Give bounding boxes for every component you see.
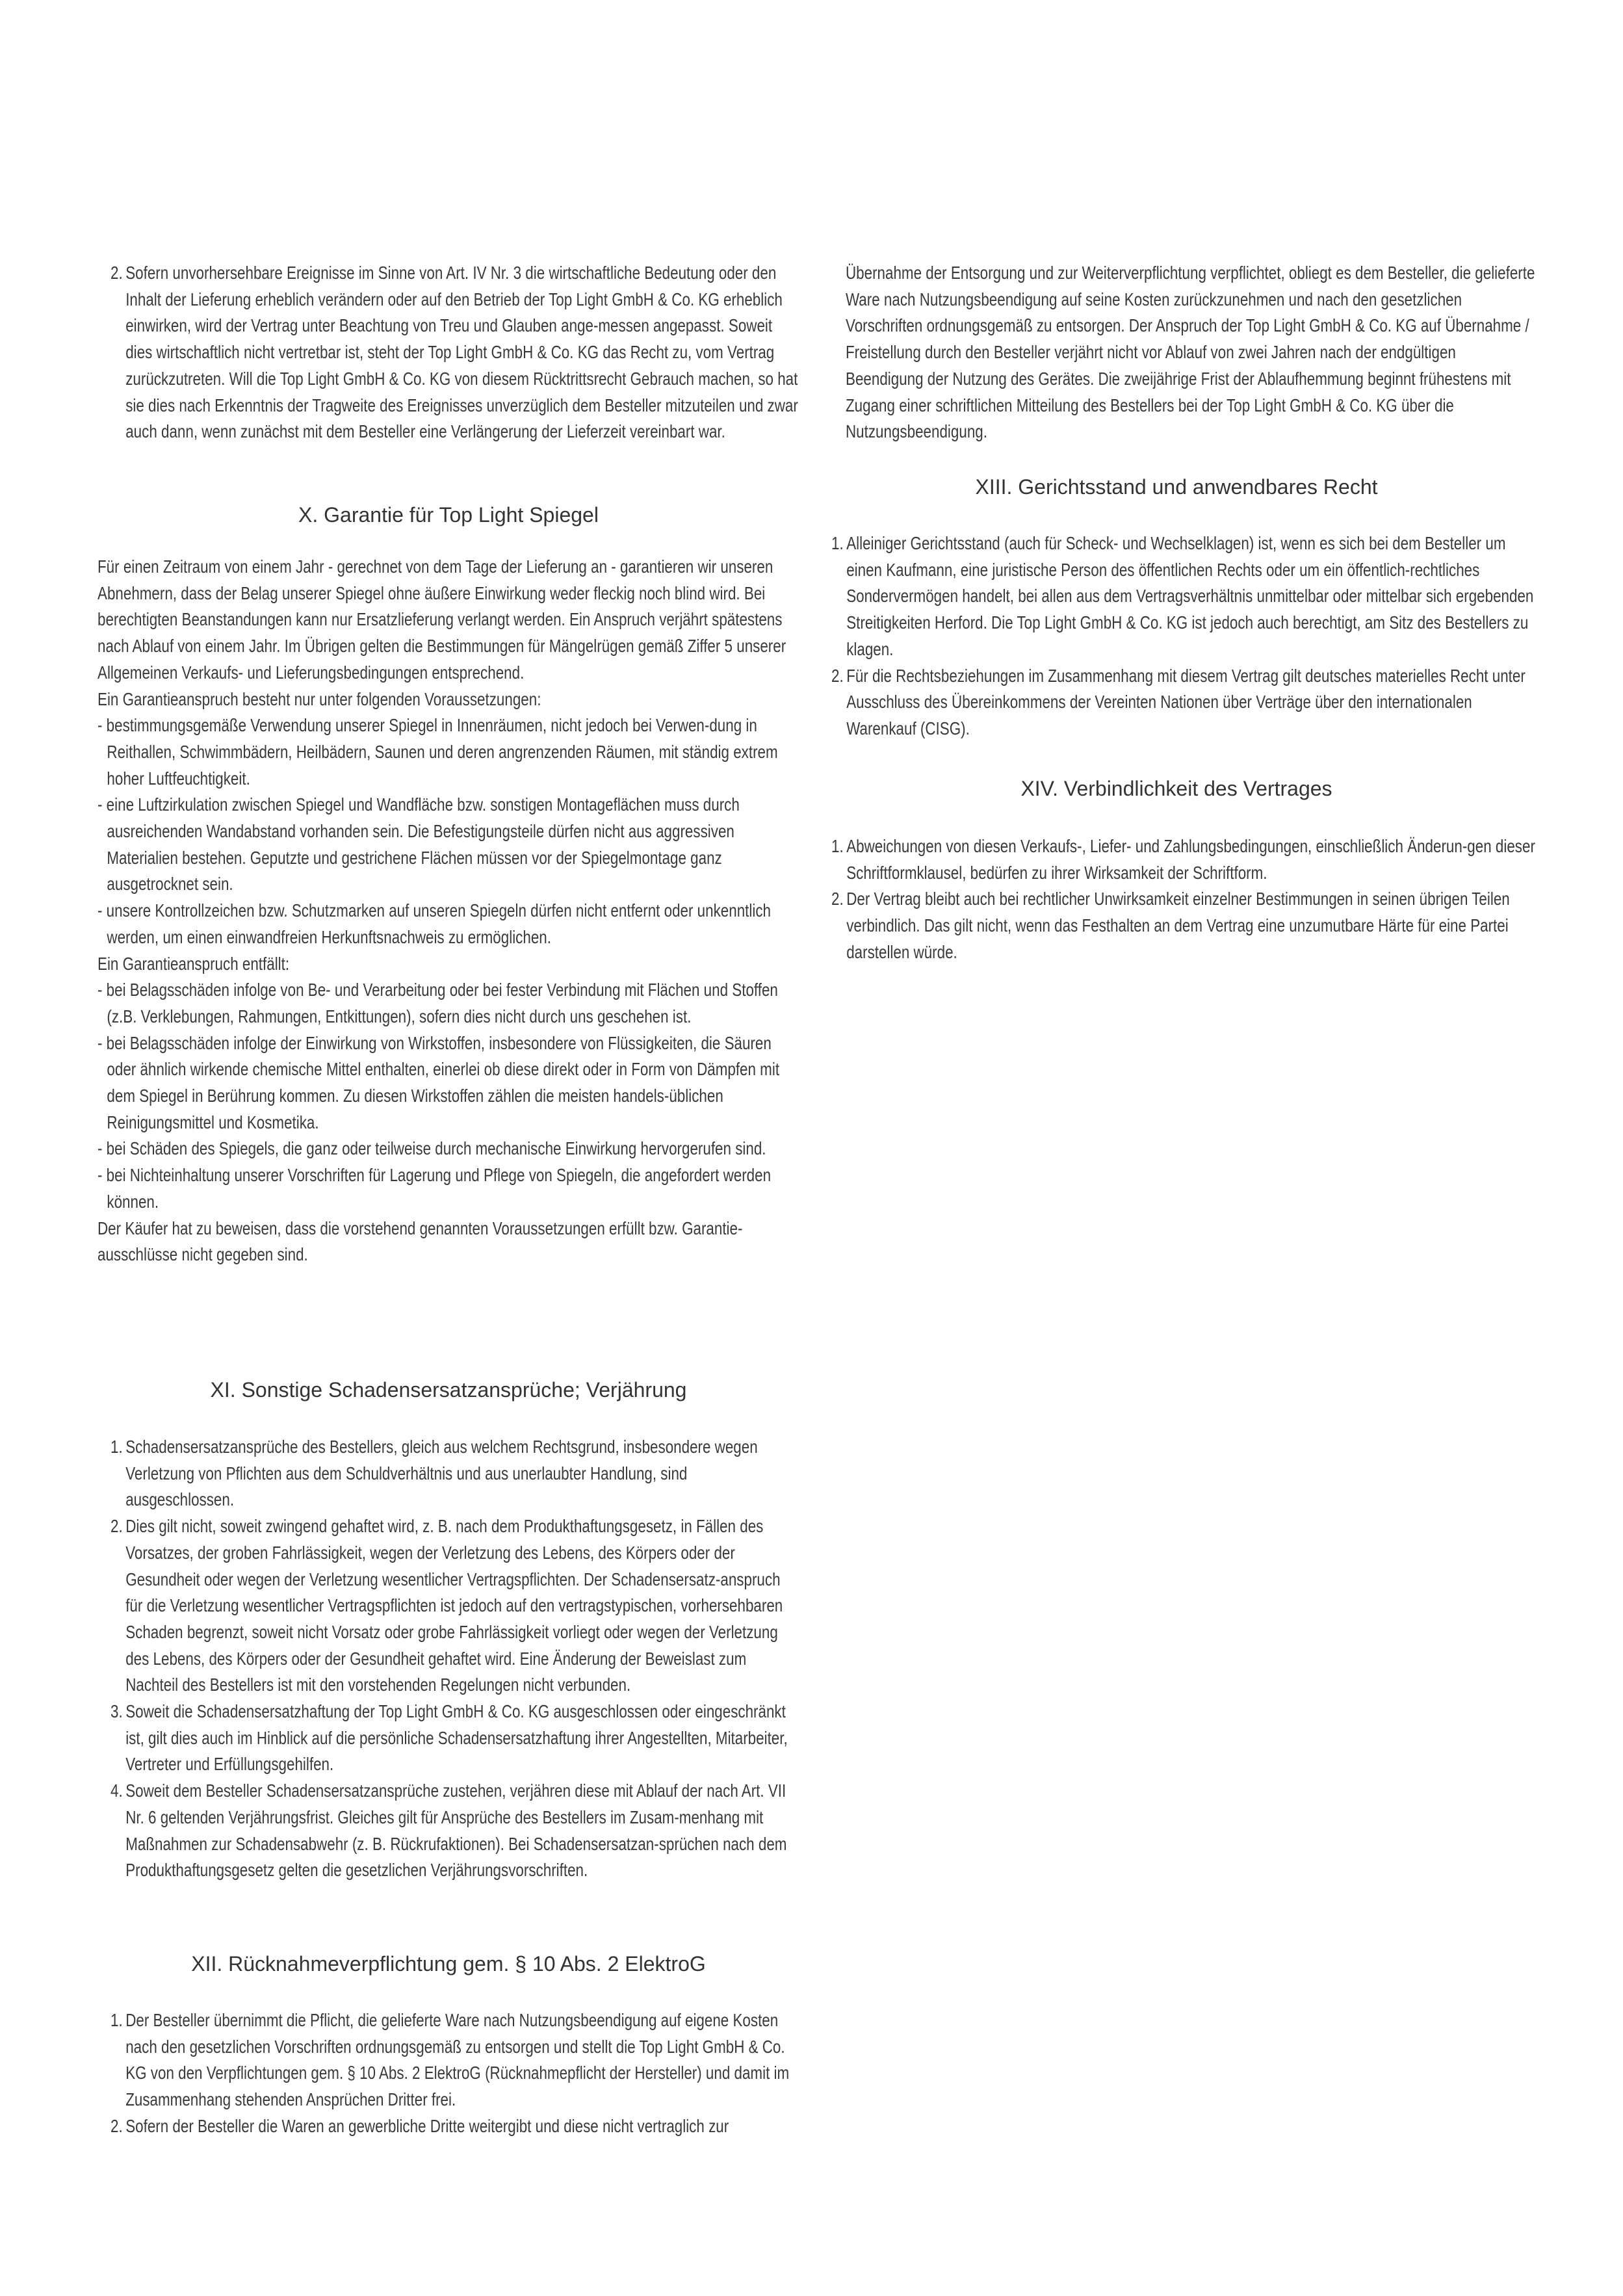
numbered-list — [831, 833, 1536, 966]
list-number: 2. — [110, 263, 123, 283]
list-item — [110, 1699, 799, 1778]
paragraph: Ein Garantieanspruch besteht nur unter folgenden Voraussetzungen: — [97, 688, 541, 709]
list-number: 2. — [110, 2115, 123, 2136]
list-text: Der Vertrag bleibt auch bei rechtlicher Unwirksamkeit einzelner Bestimmungen in seinen übrigen Teilen verbindlich. Das gilt nicht, wenn das Festhalten an dem Vertrag eine unzumutbare Härte für eine Partei darstellen würde. — [846, 889, 1510, 962]
list-item — [831, 530, 1536, 663]
section-heading: XII. Rücknahmeverpflichtung gem. § 10 Abs. 2 ElektroG — [191, 1952, 706, 1976]
section-ix-continuation — [110, 260, 799, 445]
list-text: Der Besteller übernimmt die Pflicht, die gelieferte Ware nach Nutzungsbeendigung auf eigene Kosten nach den gesetzlichen Vorschriften ordnungsgemäß zu entsorgen und stellt die Top Light GmbH & Co. KG von den Verpflichtungen gem. § 10 Abs. 2 ElektroG (Rücknahmepflicht der Hersteller) und damit im Zusammenhang stehenden Ansprüchen Dritter frei. — [125, 2010, 790, 2110]
section-xiii-body — [831, 530, 1536, 742]
numbered-list — [831, 530, 1536, 742]
list-text: Dies gilt nicht, soweit zwingend gehaftet wird, z. B. nach dem Produkthaftungsgesetz, in Fällen des Vorsatzes, der groben Fahrlässigkeit, wegen der Verletzung des Lebens, des Körpers oder der Gesundheit oder wegen der Verletzung wesentlicher Vertragspflichten. Der Schadensersatz-anspruch für die Verletzung wesentlicher Vertragspflichten ist jedoch auf den vertragstypischen, vorhersehbaren Schaden begrenzt, soweit nicht Vorsatz oder grobe Fahrlässigkeit vorliegt oder wegen der Verletzung des Lebens, des Körpers oder der Gesundheit gehaftet wird. Eine Änderung der Beweislast zum Nachteil des Bestellers ist mit den vorstehenden Regelungen nicht verbunden. — [125, 1516, 783, 1695]
bullet-item: - bei Belagsschäden infolge der Einwirkung von Wirkstoffen, insbesondere von Flüssigkeiten, die Säuren oder ähnlich wirkende chemische Mittel enthalten, einerlei ob diese direkt oder in Form von Dämpfen mit dem Spiegel in Berührung kommen. Zu diesen Wirkstoffen zählen die meisten handels-üblichen Reinigungsmittel und Kosmetika. — [97, 1032, 780, 1132]
paragraph: - bei Schäden des Spiegels, die ganz oder teilweise durch mechanische Einwirkung hervorgerufen sind. — [97, 1138, 766, 1159]
section-heading: XIII. Gerichtsstand und anwendbares Recht — [975, 475, 1378, 499]
list-number: 1. — [831, 533, 844, 553]
paragraph: Für einen Zeitraum von einem Jahr - gerechnet von dem Tage der Lieferung an - garantieren wir unseren Abnehmern, dass der Belag unserer Spiegel ohne äußere Einwirkung weder fleckig noch blind wird. Bei berechtigten Beanstandungen kann nur Ersatzlieferung verlangt werden. Ein Anspruch verjährt spätestens nach Ablauf von einem Jahr. Im Übrigen gelten die Bestimmungen für Mängelrügen gemäß Ziffer 5 unserer Allgemeinen Verkaufs- und Lieferungsbedingungen entsprechend. — [97, 556, 786, 683]
list-item — [110, 1778, 799, 1884]
list-number: 3. — [110, 1701, 123, 1722]
list-text: Abweichungen von diesen Verkaufs-, Liefer- und Zahlungsbedingungen, einschließlich Änderun-gen dieser Schriftformklausel, bedürfen zu ihrer Wirksamkeit der Schriftform. — [846, 836, 1535, 883]
paragraph: Ein Garantieanspruch entfällt: — [97, 953, 290, 974]
paragraph: Der Käufer hat zu beweisen, dass die vorstehend genannten Voraussetzungen erfüllt bzw. Garantie-ausschlüsse nicht gegeben sind. — [97, 1218, 743, 1265]
section-x-body — [97, 554, 803, 1268]
section-xiv-body — [831, 833, 1536, 966]
list-item — [831, 663, 1536, 742]
list-text: Soweit die Schadensersatzhaftung der Top Light GmbH & Co. KG ausgeschlossen oder eingeschränkt ist, gilt dies auch im Hinblick auf die persönliche Schadensersatzhaftung ihrer Angestellten, Mitarbeiter, Vertreter und Erfüllungsgehilfen. — [125, 1701, 788, 1775]
list-text: Sofern der Besteller die Waren an gewerbliche Dritte weitergibt und diese nicht vertraglich zur — [125, 2115, 729, 2136]
list-number: 2. — [831, 889, 844, 909]
section-heading: XI. Sonstige Schadensersatzansprüche; Verjährung — [210, 1378, 687, 1402]
list-number: 1. — [110, 1437, 123, 1457]
bullet-item: - eine Luftzirkulation zwischen Spiegel und Wandfläche bzw. sonstigen Montageflächen muss durch ausreichenden Wandabstand vorhanden sein. Die Befestigungsteile dürfen nicht aus aggressiven Materialien bestehen. Geputzte und gestrichene Flächen müssen vor der Spiegelmontage ganz ausgetrocknet sein. — [97, 794, 740, 894]
section-xi-body — [110, 1434, 799, 1884]
section-heading: X. Garantie für Top Light Spiegel — [298, 503, 599, 527]
section-xii-body — [110, 2007, 799, 2140]
numbered-list — [110, 260, 799, 445]
list-item — [831, 833, 1536, 886]
list-item — [110, 1434, 799, 1513]
list-text: Alleiniger Gerichtsstand (auch für Scheck- und Wechselklagen) ist, wenn es sich bei dem Besteller um einen Kaufmann, eine juristische Person des öffentlichen Rechts oder um ein öffentlich-rechtliches Sondervermögen handelt, bei allen aus dem Vertragsverhältnis unmittelbar oder mittelbar sich ergebenden Streitigkeiten Herford. Die Top Light GmbH & Co. KG ist jedoch auch berechtigt, am Sitz des Bestellers zu klagen. — [846, 533, 1534, 659]
bullet-item: - unsere Kontrollzeichen bzw. Schutzmarken auf unseren Spiegeln dürfen nicht entfernt oder unkenntlich werden, um einen einwandfreien Herkunftsnachweis zu ermöglichen. — [97, 900, 771, 947]
list-number: 1. — [110, 2010, 123, 2030]
bullet-item: - bei Belagsschäden infolge von Be- und Verarbeitung oder bei fester Verbindung mit Flächen und Stoffen (z.B. Verklebungen, Rahmungen, Entkittungen), sofern dies nicht durch uns geschehen ist. — [97, 980, 778, 1026]
list-text: Soweit dem Besteller Schadensersatzansprüche zustehen, verjähren diese mit Ablauf der nach Art. VII Nr. 6 geltenden Verjährungsfrist. Gleiches gilt für Ansprüche des Bestellers im Zusam-menhang mit Maßnahmen zur Schadensabwehr (z. B. Rückrufaktionen). Bei Schadensersatzan-sprüchen nach dem Produkthaftungsgesetz gelten die gesetzlichen Verjährungsvorschriften. — [125, 1781, 787, 1881]
list-item — [110, 2007, 799, 2113]
list-number: 4. — [110, 1781, 123, 1801]
numbered-list — [110, 1434, 799, 1884]
list-text: Sofern unvorhersehbare Ereignisse im Sinne von Art. IV Nr. 3 die wirtschaftliche Bedeutung oder den Inhalt der Lieferung erheblich verändern oder auf den Betrieb der Top Light GmbH & Co. KG erheblich einwirken, wird der Vertrag unter Beachtung von Treu und Glauben ange-messen angepasst. Soweit dies wirtschaftlich nicht vertretbar ist, steht der Top Light GmbH & Co. KG das Recht zu, vom Vertrag zurückzutreten. Will die Top Light GmbH & Co. KG von diesem Rücktrittsrecht Gebrauch machen, so hat sie dies nach Erkenntnis der Tragweite des Ereignisses unverzüglich dem Besteller mitzuteilen und zwar auch dann, wenn zunächst mit dem Besteller eine Verlängerung der Lieferzeit vereinbart war. — [125, 263, 798, 442]
bullet-item: - bei Nichteinhaltung unserer Vorschriften für Lagerung und Pflege von Spiegeln, die angefordert werden können. — [97, 1165, 772, 1212]
list-number: 1. — [831, 836, 844, 856]
list-item — [110, 260, 799, 445]
numbered-list — [110, 2007, 799, 2140]
list-number: 2. — [110, 1516, 123, 1537]
list-text: Für die Rechtsbeziehungen im Zusammenhang mit diesem Vertrag gilt deutsches materielles Recht unter Ausschluss des Übereinkommens der Vereinten Nationen über Verträge über den internationalen Warenkauf (CISG). — [846, 665, 1526, 738]
bullet-item: - bestimmungsgemäße Verwendung unserer Spiegel in Innenräumen, nicht jedoch bei Verwen-dung in Reithallen, Schwimmbädern, Heilbädern, Saunen und deren angrenzenden Räumen, mit ständig extrem hoher Luftfeuchtigkeit. — [97, 715, 778, 789]
list-number: 2. — [831, 665, 844, 686]
paragraph: Übernahme der Entsorgung und zur Weiterverpflichtung verpflichtet, obliegt es dem Besteller, die gelieferte Ware nach Nutzungsbeendigung auf seine Kosten zurückzunehmen und nach den gesetzlichen Vorschriften ordnungsgemäß zu entsorgen. Der Anspruch der Top Light GmbH & Co. KG auf Übernahme / Freistellung durch den Besteller verjährt nicht vor Ablauf von zwei Jahren nach der endgültigen Beendigung der Nutzung des Gerätes. Die zweijährige Frist der Ablaufhemmung beginnt frühestens mit Zugang einer schriftlichen Mitteilung des Bestellers bei der Top Light GmbH & Co. KG über die Nutzungsbeendigung. — [846, 263, 1535, 442]
section-heading: XIV. Verbindlichkeit des Vertrages — [1020, 777, 1332, 800]
section-xii-continuation — [846, 260, 1536, 445]
list-text: Schadensersatzansprüche des Bestellers, gleich aus welchem Rechtsgrund, insbesondere wegen Verletzung von Pflichten aus dem Schuldverhältnis und aus unerlaubter Handlung, sind ausgeschlossen. — [125, 1437, 758, 1510]
list-item — [831, 886, 1536, 965]
list-item — [110, 1513, 799, 1699]
list-item — [110, 2113, 799, 2140]
